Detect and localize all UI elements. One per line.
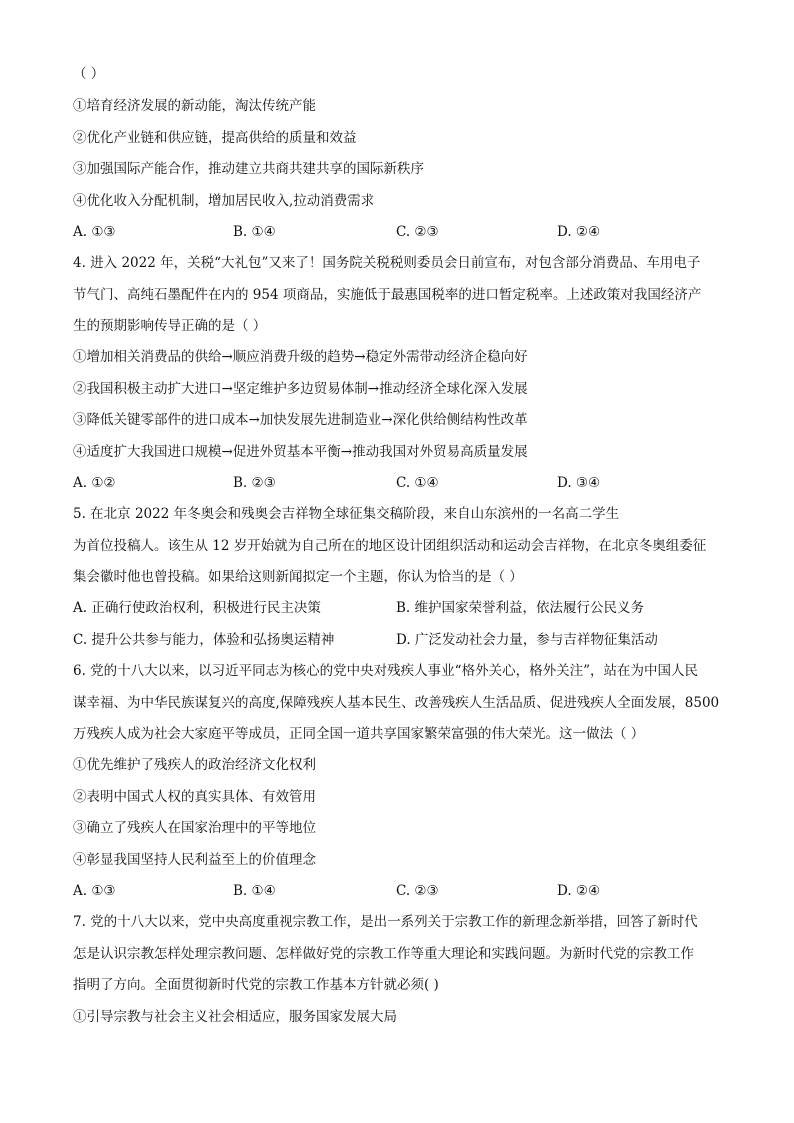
q6-option-c: C. ②③ (396, 883, 439, 899)
q4-option-a: A. ①② (73, 475, 116, 491)
q6-statement-4: ④彰显我国坚持人民利益至上的价值理念 (73, 852, 316, 868)
q4-statement-4: ④适度扩大我国进口规模→促进外贸基本平衡→推动我国对外贸易高质量发展 (73, 444, 528, 460)
q4-stem-line-3: 生的预期影响传导正确的是（ ） (73, 318, 267, 334)
q7-stem-line-3: 指明了方向。全面贯彻新时代党的宗教工作基本方针就必须( ) (73, 977, 439, 993)
q4-statement-2: ②我国积极主动扩大进口→坚定维护多边贸易体制→推动经济全球化深入发展 (73, 381, 528, 397)
q7-stem-line-1: 7. 党的十八大以来，党中央高度重视宗教工作，是出一系列关于宗教工作的新理念新举措，回答了新时代 (73, 914, 698, 930)
q3-option-d: D. ②④ (557, 224, 601, 240)
q6-stem-line-2: 谋幸福、为中华民族谋复兴的高度,保障残疾人基本民生、改善残疾人生活品质、促进残疾人全面发展，8500 (73, 695, 720, 711)
q7-stem-line-2: 怎是认识宗教怎样处理宗教问题、怎样做好党的宗教工作等重大理论和实践问题。为新时代党的宗教工作 (73, 946, 694, 962)
q6-statement-2: ②表明中国式人权的真实具体、有效管用 (73, 789, 316, 805)
q6-stem-line-1: 6. 党的十八大以来，以习近平同志为核心的党中央对残疾人事业“格外关心，格外关注”，站在为中国人民 (73, 663, 698, 679)
q5-option-a: A. 正确行使政治权利，积极进行民主决策 (73, 600, 321, 616)
q5-stem-line-1: 5. 在北京 2022 年冬奥会和残奥会吉祥物全球征集交稿阶段，来自山东滨州的一名高二学生 (73, 506, 620, 522)
q5-stem-line-2: 为首位投稿人。该生从 12 岁开始就为自己所在的地区设计团组织活动和运动会吉祥物，在北京冬奥组委征 (73, 538, 707, 554)
q6-statement-3: ③确立了残疾人在国家治理中的平等地位 (73, 820, 316, 836)
q7-statement-1: ①引导宗教与社会主义社会相适应，服务国家发展大局 (73, 1009, 397, 1025)
q5-option-b: B. 维护国家荣誉利益，依法履行公民义务 (396, 600, 645, 616)
q6-option-b: B. ①④ (233, 883, 276, 899)
q3-statement-2: ②优化产业链和供应链，提高供给的质量和效益 (73, 130, 357, 146)
q6-option-a: A. ①③ (73, 883, 116, 899)
q6-option-d: D. ②④ (557, 883, 601, 899)
q5-option-d: D. 广泛发动社会力量，参与吉祥物征集活动 (396, 632, 658, 648)
q5-option-c: C. 提升公共参与能力，体验和弘扬奥运精神 (73, 632, 335, 648)
q4-option-b: B. ②③ (233, 475, 276, 491)
q3-statement-4: ④优化收入分配机制，增加居民收入,拉动消费需求 (73, 193, 375, 209)
q3-statement-1: ①培育经济发展的新动能，淘汰传统产能 (73, 98, 316, 114)
q3-answer-paren: （ ） (73, 66, 105, 82)
q4-statement-1: ①增加相关消费品的供给→顺应消费升级的趋势→稳定外需带动经济企稳向好 (73, 349, 528, 365)
q4-statement-3: ③降低关键零部件的进口成本→加快发展先进制造业→深化供给侧结构性改革 (73, 412, 528, 428)
q5-stem-line-3: 集会徽时他也曾投稿。如果给这则新闻拟定一个主题，你认为恰当的是（ ） (73, 569, 523, 585)
q3-option-a: A. ①③ (73, 224, 116, 240)
q4-stem-line-1: 4. 进入 2022 年，关税“大礼包”又来了！国务院关税税则委员会日前宣布，对包含部分消费品、车用电子 (73, 255, 701, 271)
q3-statement-3: ③加强国际产能合作，推动建立共商共建共享的国际新秩序 (73, 161, 424, 177)
q3-option-c: C. ②③ (396, 224, 439, 240)
q6-statement-1: ①优先维护了残疾人的政治经济文化权利 (73, 757, 316, 773)
q4-option-d: D. ③④ (557, 475, 601, 491)
q4-option-c: C. ①④ (396, 475, 439, 491)
q6-stem-line-3: 万残疾人成为社会大家庭平等成员，正同全国一道共享国家繁荣富强的伟大荣光。这一做法（ ） (73, 726, 645, 742)
q3-option-b: B. ①④ (233, 224, 276, 240)
q4-stem-line-2: 节气门、高纯石墨配件在内的 954 项商品，实施低于最惠国税率的进口暂定税率。上述政策对我国经济产 (73, 287, 702, 303)
